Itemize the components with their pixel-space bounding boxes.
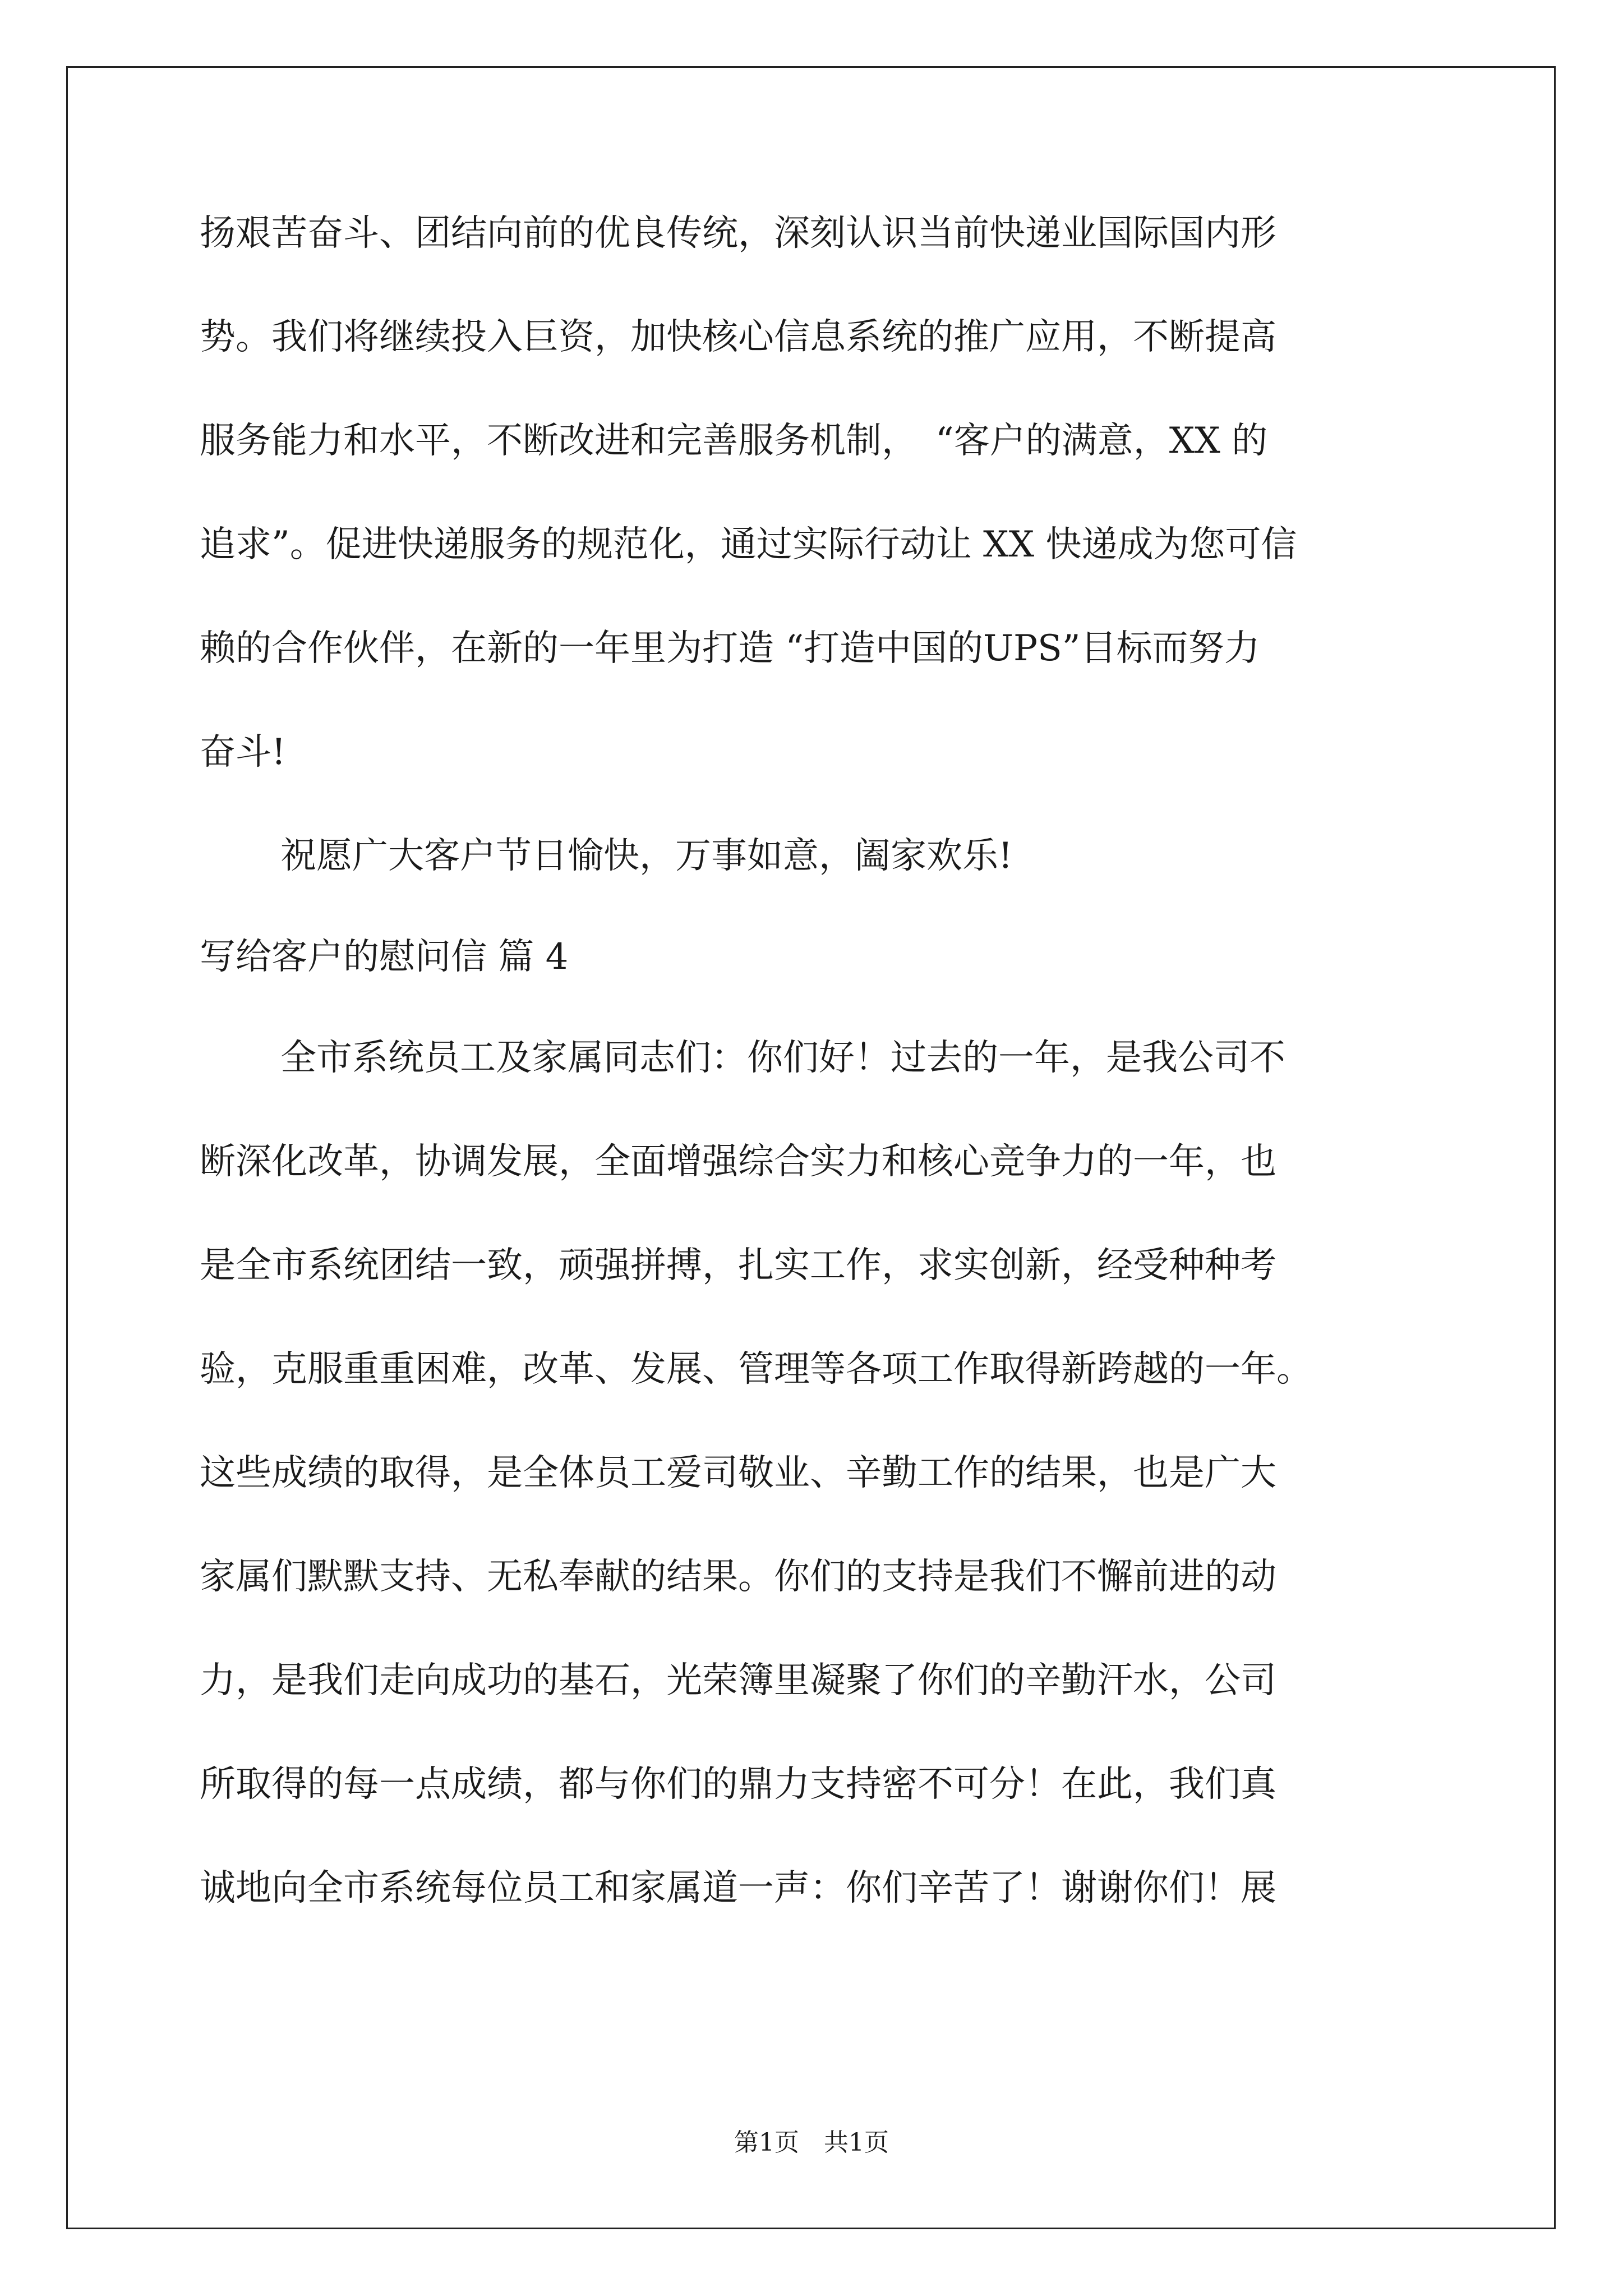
paragraph-line: 全市系统员工及家属同志们：你们好！过去的一年，是我公司不 [280, 1037, 1285, 1079]
paragraph-line: 是全市系统团结一致，顽强拼搏，扎实工作，求实创新，经受种种考 [200, 1245, 1276, 1286]
paragraph-line: 力，是我们走向成功的基石，光荣簿里凝聚了你们的辛勤汗水，公司 [200, 1660, 1276, 1701]
paragraph-line: 扬艰苦奋斗、团结向前的优良传统，深刻认识当前快递业国际国内形 [200, 213, 1276, 254]
paragraph-line: 追求”。促进快递服务的规范化，通过实际行动让 XX 快递成为您可信 [200, 524, 1297, 565]
paragraph-line: 所取得的每一点成绩，都与你们的鼎力支持密不可分！在此，我们真 [200, 1764, 1276, 1805]
paragraph-line: 家属们默默支持、无私奉献的结果。你们的支持是我们不懈前进的动 [200, 1556, 1276, 1598]
paragraph-line: 这些成绩的取得，是全体员工爱司敬业、辛勤工作的结果，也是广大 [200, 1452, 1276, 1494]
paragraph-line: 诚地向全市系统每位员工和家属道一声：你们辛苦了！谢谢你们！展 [200, 1867, 1276, 1909]
paragraph-line: 奋斗! [200, 731, 286, 773]
paragraph-line: 祝愿广大客户节日愉快，万事如意，阖家欢乐! [280, 835, 1013, 877]
section-heading: 写给客户的慰问信 篇 4 [200, 936, 569, 978]
paragraph-line: 赖的合作伙伴，在新的一年里为打造 “打造中国的UPS”目标而努力 [200, 628, 1260, 669]
paragraph-line: 断深化改革，协调发展，全面增强综合实力和核心竞争力的一年，也 [200, 1141, 1276, 1182]
paragraph-line: 验，克服重重困难，改革、发展、管理等各项工作取得新跨越的一年。 [200, 1349, 1312, 1390]
paragraph-line: 势。我们将继续投入巨资，加快核心信息系统的推广应用，不断提高 [200, 316, 1276, 358]
paragraph-line: 服务能力和水平，不断改进和完善服务机制， “客户的满意，XX 的 [200, 420, 1268, 462]
page-footer: 第1页 共1页 [734, 2128, 889, 2157]
